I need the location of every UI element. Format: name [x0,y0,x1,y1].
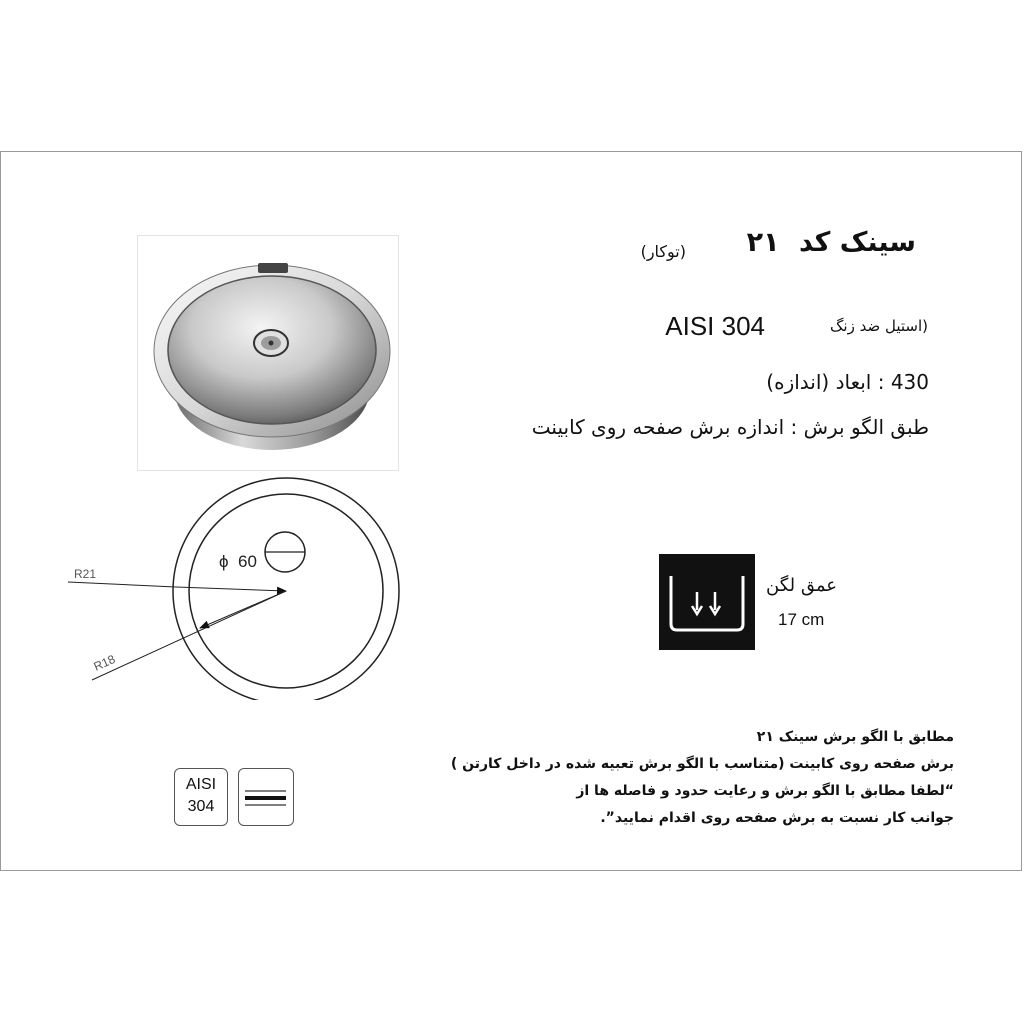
note-line: جوانب کار نسبت به برش صفحه روی اقدام نمایید”. [600,810,954,826]
product-title [747,227,916,258]
title-text: سینک کد [799,227,916,258]
outer-radius-label: R21 [74,567,97,581]
aisi-badge-line2: 304 [187,798,215,815]
dimensions-text: 430 : ابعاد (اندازه) [766,370,929,394]
note-line: مطابق با الگو برش سینک ۲۱ [756,729,954,745]
installation-notes [394,724,954,832]
aisi-badge-line1: AISI [185,776,217,793]
basin-depth-icon [659,554,755,650]
drain-diameter-label: 60 [238,552,257,571]
cut-template-drawing [0,470,420,700]
product-photo [137,235,399,471]
inner-radius-label: R18 [91,651,118,674]
aisi-304-badge [174,768,228,826]
material-description: (استیل ضد زنگ [830,317,928,335]
overflow-slot [258,263,288,273]
material-grade: AISI 304 [665,311,765,341]
depth-value: 17 cm [778,610,825,629]
diameter-symbol: ϕ [219,552,229,571]
sheet-thickness-icon [238,768,294,826]
outer-circle [173,478,399,700]
depth-label: عمق لگن [766,575,838,596]
install-type: (توکار) [640,242,686,261]
cut-template-text: طبق الگو برش : اندازه برش صفحه روی کابینت [531,415,929,439]
round-sink-image [138,236,399,471]
note-line: “لطفا مطابق با الگو برش و رعایت حدود و فاصله ها از [576,783,954,799]
note-line: برش صفحه روی کابینت (متناسب با الگو برش تعبیه شده در داخل کارتن ) [450,756,954,772]
product-code: ۲۱ [746,227,780,258]
